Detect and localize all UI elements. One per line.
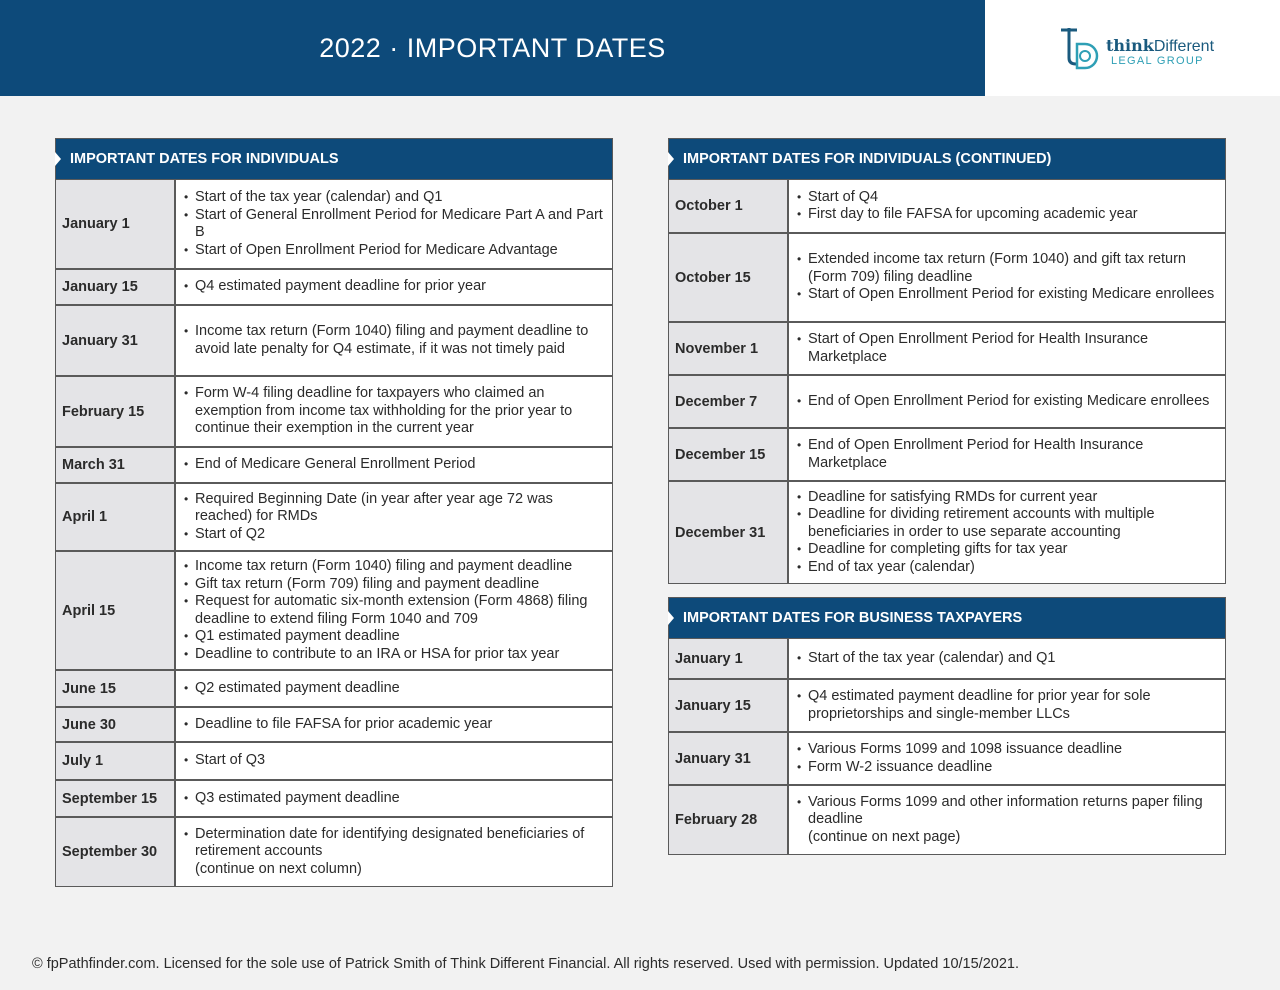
date-row [56,669,612,706]
date-row [669,321,1225,374]
event-list [176,552,612,669]
event-list [789,234,1225,321]
event-item: • End of Open Enrollment Period for existing Medicare enrollees [797,393,1217,411]
event-item: • Various Forms 1099 and 1098 issuance deadline [797,741,1217,759]
date-cell: July 1 [56,743,176,779]
event-item: • Income tax return (Form 1040) filing and payment deadline [184,558,604,576]
event-item: • Start of Open Enrollment Period for Medicare Advantage [184,242,604,260]
event-list [176,671,612,706]
date-cell: February 15 [56,377,176,446]
event-item: • Q3 estimated payment deadline [184,790,604,808]
date-row [56,816,612,886]
event-list [789,323,1225,374]
logo-subtitle: LEGAL GROUP [1111,55,1204,67]
date-row [56,446,612,482]
event-item: • First day to file FAFSA for upcoming academic year [797,206,1217,224]
event-item: • Q2 estimated payment deadline [184,680,604,698]
event-item: • Q4 estimated payment deadline for prior year [184,278,604,296]
event-item: • End of tax year (calendar) [797,559,1217,577]
event-item: • Form W-4 filing deadline for taxpayers who claimed an exemption from income tax withholding for the prior year to continue their exemption in the current year [184,385,604,438]
date-row [56,375,612,446]
event-item: • Deadline for completing gifts for tax year [797,541,1217,559]
date-row [669,427,1225,480]
event-item: • Start of Q3 [184,752,604,770]
date-cell: January 31 [669,733,789,784]
date-cell: March 31 [56,448,176,482]
date-row [669,784,1225,854]
event-item: • Start of the tax year (calendar) and Q1 [184,189,604,207]
date-row [56,304,612,375]
event-list [176,708,612,741]
event-list [789,680,1225,731]
panel-business-taxpayers [668,597,1226,855]
date-row [669,232,1225,321]
event-list [176,270,612,304]
date-row [56,779,612,816]
date-cell: June 30 [56,708,176,741]
event-list [789,180,1225,232]
date-row [56,268,612,304]
event-item: • Start of Q2 [184,526,604,544]
event-list [789,376,1225,427]
event-item: • Start of Open Enrollment Period for existing Medicare enrollees [797,286,1217,304]
date-row [56,706,612,741]
continuation-note: (continue on next page) [808,828,961,845]
date-cell: October 15 [669,234,789,321]
panel-individuals-continued [668,138,1226,584]
date-cell: November 1 [669,323,789,374]
date-row [56,741,612,779]
date-row [669,480,1225,583]
date-row [669,678,1225,731]
event-item: • Gift tax return (Form 709) filing and payment deadline [184,576,604,594]
date-cell: September 15 [56,781,176,816]
event-list [176,180,612,268]
event-item: • Income tax return (Form 1040) filing and payment deadline to avoid late penalty for Q4 estimate, if it was not timely paid [184,323,604,358]
event-list [176,306,612,375]
event-item: • Q1 estimated payment deadline [184,628,604,646]
event-list [176,781,612,816]
event-item: • Deadline for satisfying RMDs for current year [797,489,1217,507]
event-list [789,733,1225,784]
copyright-footer: © fpPathfinder.com. Licensed for the sole use of Patrick Smith of Think Different Financial. All rights reserved. Used with permission. Updated 10/15/2021. [32,956,1019,972]
event-item: • Start of Q4 [797,189,1217,207]
date-row [669,639,1225,678]
event-list [789,429,1225,480]
event-item: • Start of General Enrollment Period for Medicare Part A and Part B [184,207,604,242]
event-item: • Extended income tax return (Form 1040) and gift tax return (Form 709) filing deadline [797,251,1217,286]
date-cell: June 15 [56,671,176,706]
event-item: • Determination date for identifying designated beneficiaries of retirement accounts [184,826,604,861]
event-item: • End of Open Enrollment Period for Health Insurance Marketplace [797,437,1217,472]
event-item: • Start of the tax year (calendar) and Q1 [797,650,1217,668]
date-cell: September 30 [56,818,176,886]
date-row [56,550,612,669]
panel-individuals [55,138,613,887]
date-row [669,731,1225,784]
event-item: • Form W-2 issuance deadline [797,759,1217,777]
continuation-note: (continue on next column) [195,860,362,877]
event-list [176,484,612,550]
event-list [176,818,612,886]
panel-title: IMPORTANT DATES FOR INDIVIDUALS [56,139,612,180]
event-item: • Q4 estimated payment deadline for prior year for sole proprietorships and single-member LLCs [797,688,1217,723]
event-list [789,786,1225,854]
event-list [789,639,1225,678]
event-item: • Various Forms 1099 and other information returns paper filing deadline [797,794,1217,829]
date-cell: December 7 [669,376,789,427]
date-cell: December 15 [669,429,789,480]
event-item: • Deadline for dividing retirement accounts with multiple beneficiaries in order to use separate accounting [797,506,1217,541]
date-cell: January 1 [56,180,176,268]
date-row [56,482,612,550]
date-row [669,180,1225,232]
date-cell: January 1 [669,639,789,678]
date-cell: February 28 [669,786,789,854]
page-header [0,0,1280,96]
date-cell: January 15 [56,270,176,304]
event-list [176,377,612,446]
page-title: 2022 · IMPORTANT DATES [319,33,666,63]
event-list [176,743,612,779]
date-row [56,180,612,268]
event-item: • Deadline to contribute to an IRA or HSA for prior tax year [184,646,604,664]
logo-mark-icon [1057,24,1103,72]
logo-wordmark: thinkDifferent [1106,36,1215,55]
event-list [176,448,612,482]
date-cell: January 15 [669,680,789,731]
event-item: • Required Beginning Date (in year after year age 72 was reached) for RMDs [184,491,604,526]
date-cell: January 31 [56,306,176,375]
event-list [789,482,1225,583]
date-cell: December 31 [669,482,789,583]
event-item: • Deadline to file FAFSA for prior academic year [184,716,604,734]
panel-title: IMPORTANT DATES FOR INDIVIDUALS (CONTINUED) [669,139,1225,180]
date-cell: October 1 [669,180,789,232]
panel-title: IMPORTANT DATES FOR BUSINESS TAXPAYERS [669,598,1225,639]
date-cell: April 1 [56,484,176,550]
date-cell: April 15 [56,552,176,669]
event-item: • Request for automatic six-month extension (Form 4868) filing deadline to extend filing Form 1040 and 709 [184,593,604,628]
date-row [669,374,1225,427]
event-item: • Start of Open Enrollment Period for Health Insurance Marketplace [797,331,1217,366]
event-item: • End of Medicare General Enrollment Period [184,456,604,474]
